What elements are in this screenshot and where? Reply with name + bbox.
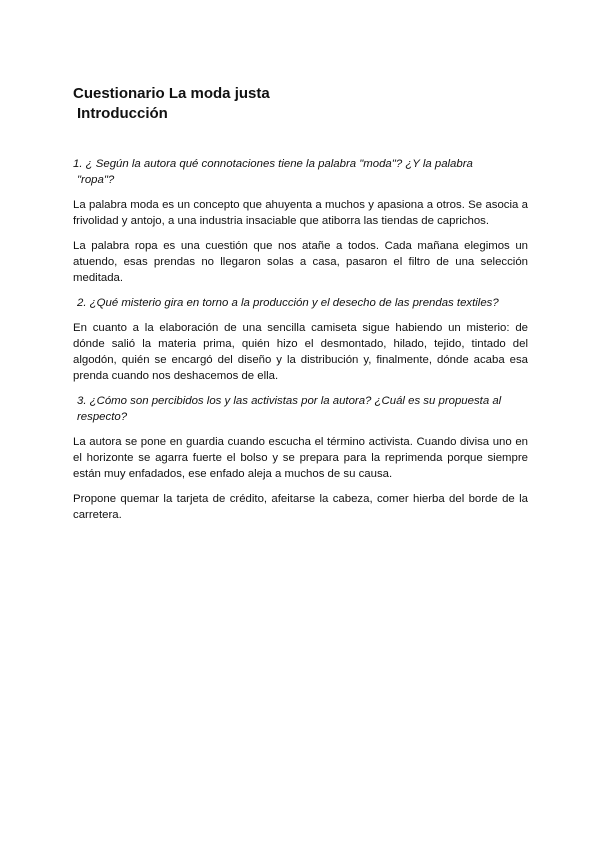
question-1 [73, 156, 528, 188]
answer-2: En cuanto a la elaboración de una sencilla camiseta sigue habiendo un misterio: de dónde salió la materia prima, quién hizo el desmontado, hilado, tejido, tintado del algodón, quién se encargó del diseño y la distribución y, finalmente, dónde acaba esa prenda cuando nos deshacemos de ella. [73, 322, 528, 382]
document-content [73, 84, 528, 523]
answer-1-paragraph-2: La palabra ropa es una cuestión que nos atañe a todos. Cada mañana elegimos un atuendo, esas prendas no llegaron solas a casa, pasaron el filtro de una selección meditada. [73, 240, 528, 284]
question-2: 2. ¿Qué misterio gira en torno a la producción y el desecho de las prendas textiles? [77, 297, 499, 309]
document-subtitle: Introducción [77, 105, 168, 122]
answer-1-paragraph-1: La palabra moda es un concepto que ahuyenta a muchos y apasiona a otros. Se asocia a frivolidad y antojo, a una industria insaciable que atiborra las tiendas de caprichos. [73, 199, 528, 227]
question-1-line-1: 1. ¿ Según la autora qué connotaciones tiene la palabra "moda"? ¿Y la palabra [73, 158, 473, 170]
answer-3-paragraph-1: La autora se pone en guardia cuando escucha el término activista. Cuando divisa uno en el horizonte se agarra fuerte el bolso y se prepara para la reprimenda porque siempre están muy enfadados, ese enfado aleja a muchos de su causa. [73, 436, 528, 480]
document-title: Cuestionario La moda justa [73, 85, 270, 102]
question-3: 3. ¿Cómo son percibidos los y las activistas por la autora? ¿Cuál es su propuesta al respecto? [77, 395, 502, 423]
answer-3-paragraph-2: Propone quemar la tarjeta de crédito, afeitarse la cabeza, comer hierba del borde de la carretera. [73, 493, 528, 521]
question-1-line-2: "ropa"? [77, 174, 115, 186]
